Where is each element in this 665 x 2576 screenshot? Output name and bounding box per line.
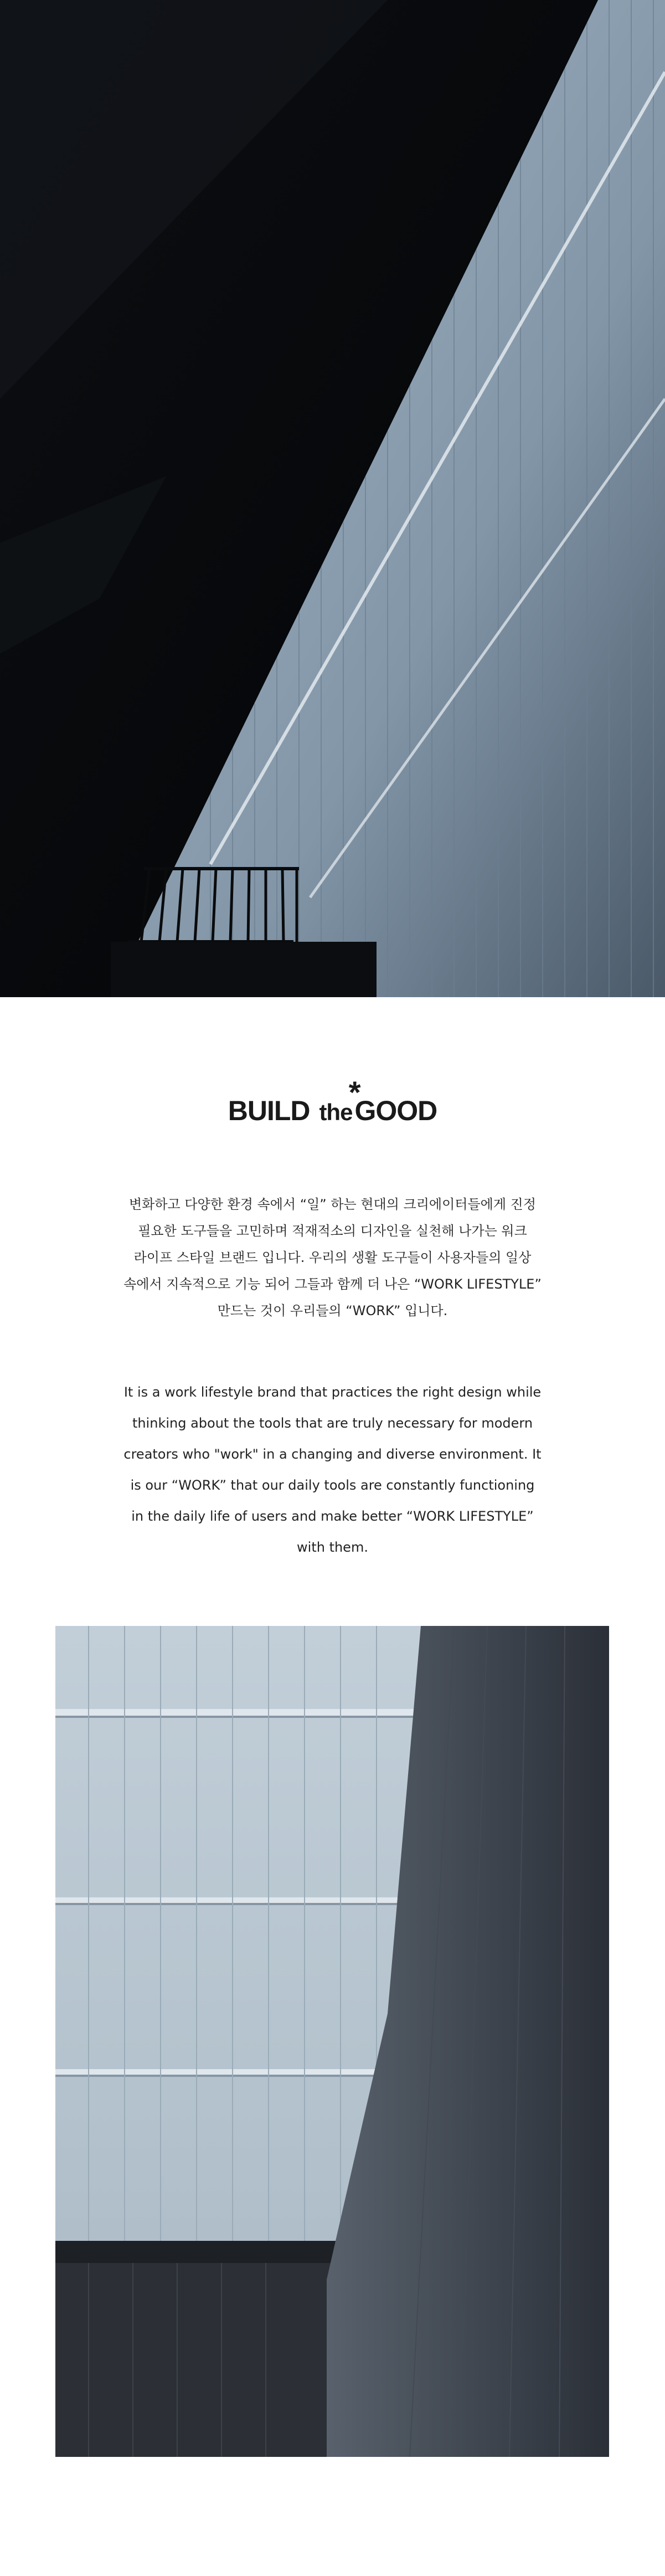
hero-photo-illustration <box>0 0 665 997</box>
intro-english-line: with them. <box>297 1540 368 1555</box>
brand-word-build: BUILD <box>228 1095 310 1126</box>
brand-word-good: GOOD <box>354 1095 437 1126</box>
intro-english-line: thinking about the tools that are truly necessary for modern <box>132 1415 533 1431</box>
intro-korean-line: 속에서 지속적으로 기능 되어 그들과 함께 더 나은 “WORK LIFESTYLE” <box>123 1276 542 1292</box>
intro-english-line: It is a work lifestyle brand that practices the right design while <box>123 1384 542 1400</box>
brand-logo <box>0 1075 665 1136</box>
intro-english-line: creators who "work" in a changing and diverse environment. It <box>123 1446 542 1462</box>
brand-wordmark <box>228 1075 437 1137</box>
brand-word-the: the <box>319 1099 353 1125</box>
intro-english-line: is our “WORK” that our daily tools are constantly functioning <box>130 1477 535 1493</box>
brand-star-icon: * <box>348 1075 360 1110</box>
intro-korean-line: 라이프 스타일 브랜드 입니다. 우리의 생활 도구들이 사용자들의 일상 <box>133 1250 532 1265</box>
intro-korean-line: 변화하고 다양한 환경 속에서 “일” 하는 현대의 크리에이터들에게 진정 <box>128 1197 537 1212</box>
second-photo-illustration <box>55 1626 609 2457</box>
intro-english-line: in the daily life of users and make better “WORK LIFESTYLE” <box>131 1508 534 1524</box>
second-photo <box>55 1626 609 2457</box>
intro-korean-line: 만드는 것이 우리들의 “WORK” 입니다. <box>217 1303 448 1318</box>
hero-photo <box>0 0 665 997</box>
intro-english <box>83 1377 582 1563</box>
intro-korean <box>83 1191 582 1324</box>
intro-korean-line: 필요한 도구들을 고민하며 적재적소의 디자인을 실천해 나가는 워크 <box>138 1223 527 1239</box>
